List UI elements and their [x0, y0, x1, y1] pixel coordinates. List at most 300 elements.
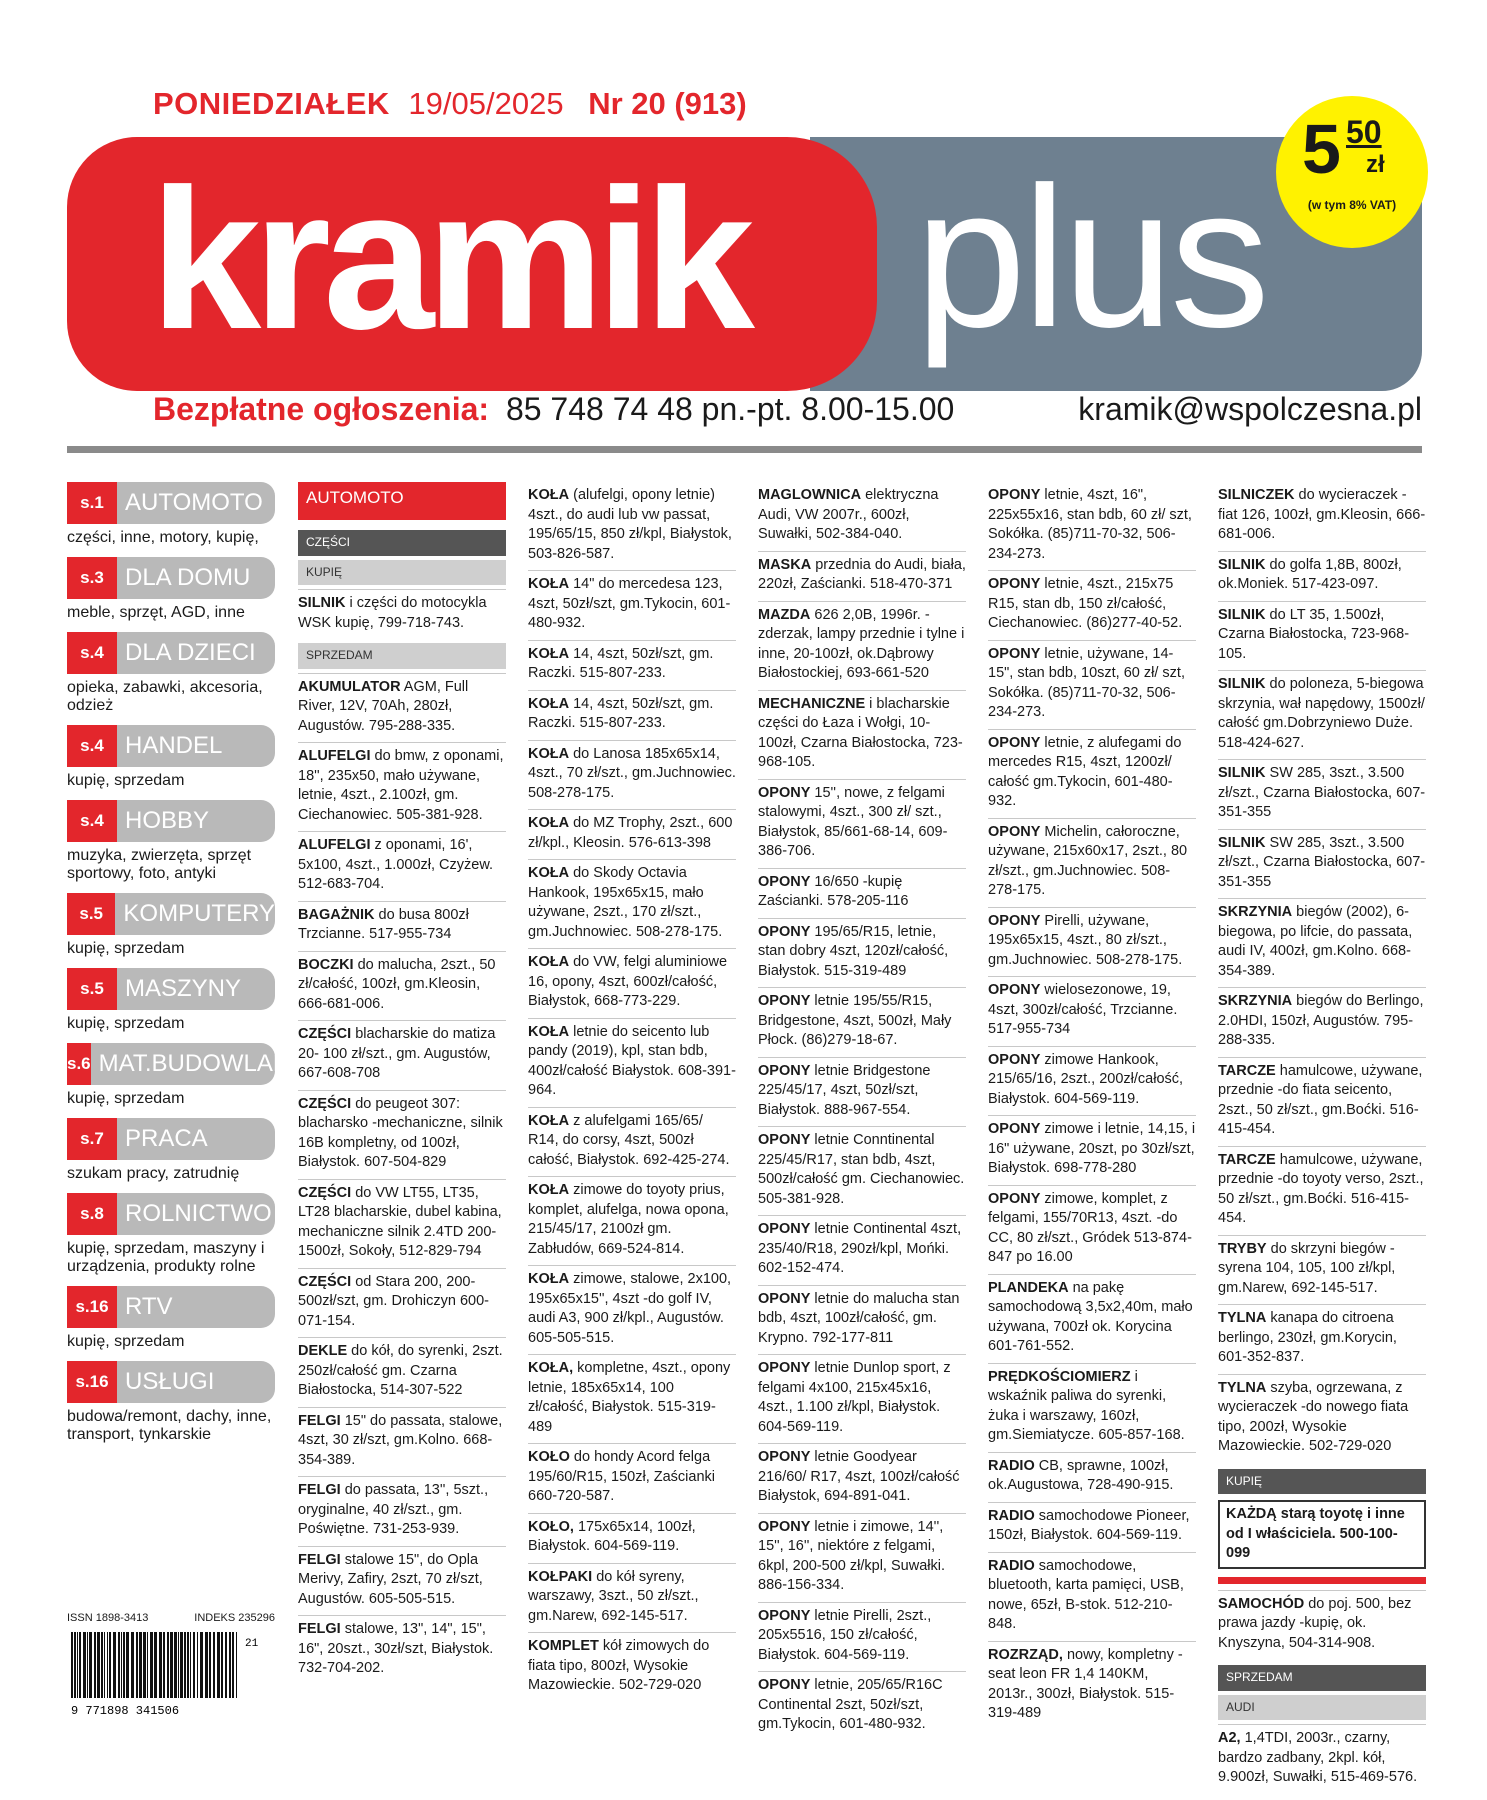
section-entry[interactable] [67, 1286, 275, 1351]
ad-text: hamulcowe, używane, przednie -do toyoty verso, 2szt., 50 zł/szt., gm.Boćki. 516-415-454. [1218, 1151, 1424, 1226]
barcode-bar [109, 1632, 111, 1698]
classified-ad [528, 948, 736, 1018]
price-currency: zł [1366, 151, 1385, 178]
ad-text: Pirelli, używane, 195x65x15, 4szt., 80 zł/szt., gm.Juchnowiec. 508-278-175. [988, 912, 1183, 968]
ad-text: letnie, 205/65/R16C Continental 2szt, 50zł/szt, gm.Tykocin, 601-480-932. [758, 1677, 943, 1732]
barcode-bar [77, 1632, 78, 1698]
ad-keyword: KOŁA, [528, 1360, 574, 1376]
section-name: KOMPUTERY [123, 900, 275, 927]
section-header[interactable] [67, 1193, 275, 1235]
classified-ad [1218, 1374, 1426, 1463]
ad-keyword: OPONY [758, 1062, 811, 1079]
classified-ad [528, 1354, 736, 1443]
section-page-number: s.5 [67, 968, 117, 1010]
barcode-bar [121, 1632, 122, 1698]
issue-day: PONIEDZIAŁEK [153, 86, 390, 121]
barcode-bar [159, 1632, 162, 1698]
section-header[interactable] [67, 800, 275, 842]
ad-keyword: OPONY [758, 1290, 811, 1307]
classified-ad [758, 482, 966, 551]
classified-ad [988, 1274, 1196, 1363]
ad-text: letnie, 4szt., 215x75 R15, stan db, 150 zł/całość, Ciechanowiec. (86)277-40-52. [988, 576, 1183, 631]
ad-keyword: RADIO [988, 1457, 1035, 1474]
classified-ad [528, 482, 736, 570]
ad-keyword: SILNIK [1218, 676, 1266, 692]
ad-keyword: ROZRZĄD, [988, 1646, 1063, 1663]
classified-ad [528, 1632, 736, 1702]
ad-text: letnie 195/55/R15, Bridgestone, 4szt, 500zł, Mały Płock. (86)279-18-67. [758, 993, 952, 1048]
section-name: HANDEL [125, 732, 223, 759]
section-page-number: s.6 [67, 1043, 91, 1085]
section-entry[interactable] [67, 1361, 275, 1444]
ad-keyword: OPONY [988, 982, 1041, 998]
ad-text: letnie do malucha stan bdb, 4szt, 100zł/całość, gm. Krypno. 792-177-811 [758, 1290, 960, 1346]
classified-ad [528, 1107, 736, 1177]
ad-text: letnie Conntinental 225/45/R17, stan bdb, 4szt, 500zł/całość gm. Ciechanowiec. 505-381-928. [758, 1132, 965, 1207]
ad-text: samochodowe Pioneer, 150zł, Białystok. 604-569-119. [988, 1507, 1190, 1543]
section-entry[interactable] [67, 893, 275, 958]
category-header: KUPIĘ [1218, 1469, 1426, 1495]
barcode-bar [150, 1632, 153, 1698]
classified-ad [528, 859, 736, 948]
section-entry[interactable] [67, 1043, 307, 1108]
barcode-bar [104, 1632, 105, 1698]
section-header[interactable] [67, 725, 275, 767]
section-page-number: s.7 [67, 1118, 117, 1160]
barcode-bar [217, 1632, 220, 1698]
classified-ad [528, 740, 736, 810]
section-entry[interactable] [67, 632, 275, 715]
classified-ad [1218, 829, 1426, 899]
ad-text: 16/650 -kupię Zaścianki. 578-205-116 [758, 873, 909, 909]
ad-keyword: BOCZKI [298, 956, 354, 973]
category-header: CZĘŚCI [298, 530, 506, 556]
ad-keyword: KOŁPAKI [528, 1568, 593, 1585]
ad-keyword: KOŁA [528, 815, 570, 831]
contact-line [153, 391, 954, 428]
ad-keyword: ALUFELGI [298, 748, 371, 764]
ad-keyword: OPONY [758, 993, 811, 1009]
classified-ad [1218, 1304, 1426, 1374]
barcode-bar [167, 1632, 169, 1698]
classified-ad [758, 1602, 966, 1672]
section-entry[interactable] [67, 1193, 275, 1276]
boxed-ad: KAŻDĄ starą toyotę i inne od I właściciela. 500-100-099 [1218, 1500, 1426, 1569]
ad-text: nowy, kompletny -seat leon FR 1,4 140KM, 2013r., 300zł, Białystok. 515-319-489 [988, 1646, 1183, 1721]
contact-label: Bezpłatne ogłoszenia: [153, 391, 490, 427]
ad-column-2 [528, 482, 736, 1702]
barcode-bar [174, 1632, 177, 1698]
ad-column-1 [298, 482, 506, 1685]
ad-keyword: OPONY [758, 1518, 811, 1535]
ad-text: letnie i zimowe, 14'', 15'', 16'', niektóre z felgami, 6kpl, 200-500 zł/kpl, Suwałki. 886-156-334. [758, 1518, 945, 1593]
classified-ad [298, 1337, 506, 1407]
section-header[interactable] [67, 482, 275, 524]
classified-ad [988, 1452, 1196, 1502]
ad-text: 1,4TDI, 2003r., czarny, bardzo zadbany, 2kpl. kół, 9.900zł, Suwałki, 515-469-576. [1218, 1730, 1418, 1785]
ad-keyword: FELGI [298, 1621, 341, 1637]
ad-text: do kół, do syrenki, 2szt. 250zł/całość gm. Czarna Białostocka, 514-307-522 [298, 1343, 503, 1398]
classified-ad [758, 868, 966, 918]
ad-text: do poloneza, 5-biegowa skrzynia, wał napędowy, 1500zł/ całość gm.Dobrzyniewo Duże. 518-424-627. [1218, 676, 1425, 751]
ad-text: do VW, felgi aluminiowe 16, opony, 4szt, 600zł/całość, Białystok, 668-773-229. [528, 954, 728, 1009]
ad-text: letnie Pirelli, 2szt., 205x5516, 150 zł/całość, Białystok. 604-569-119. [758, 1607, 932, 1663]
section-description: szukam pracy, zatrudnię [67, 1165, 240, 1182]
classified-ad [758, 1285, 966, 1355]
barcode-bar [178, 1632, 179, 1698]
ad-keyword: FELGI [298, 1482, 341, 1498]
classified-ad [758, 601, 966, 690]
classified-ad [988, 1185, 1196, 1274]
classified-ad [528, 640, 736, 690]
barcode-bar [200, 1632, 203, 1698]
barcode-bar [180, 1632, 183, 1698]
ad-text: zimowe, stalowe, 2x100, 195x65x15'', 4szt -do golf IV, audi A3, 900 zł/kpl., Augustów. 605-505-515. [528, 1271, 732, 1346]
ad-keyword: SILNIK [298, 595, 346, 611]
ad-keyword: CZĘŚCI [298, 1095, 352, 1112]
ad-text: do peugeot 307: blacharsko -mechaniczne, silnik 16B kompletny, od 100zł, Białystok. 607-504-829 [298, 1095, 503, 1170]
barcode-bar [193, 1632, 195, 1698]
ad-keyword: SILNIK [1218, 765, 1266, 781]
section-entry[interactable] [67, 725, 275, 790]
barcode-bar [236, 1632, 237, 1698]
section-name: HOBBY [125, 807, 210, 834]
ad-keyword: OPONY [758, 1677, 811, 1693]
ad-keyword: OPONY [758, 784, 811, 801]
classified-ad [528, 809, 736, 859]
classified-ad [528, 1513, 736, 1563]
section-header[interactable] [67, 1043, 307, 1085]
ad-keyword: OPONY [988, 645, 1041, 662]
ad-text: biegów (2002), 6-biegowa, po lifcie, do passata, audi IV, 400zł, gm.Kolno. 668-354-389. [1218, 904, 1413, 979]
classified-ad [988, 640, 1196, 729]
classified-ad [988, 907, 1196, 977]
classified-ad [528, 690, 736, 740]
barcode-bar [118, 1632, 120, 1698]
classified-ad [298, 901, 506, 951]
section-header[interactable] [67, 893, 275, 935]
classified-ad [528, 570, 736, 640]
ad-keyword: KOŁA [528, 1182, 570, 1198]
classified-ad [758, 1215, 966, 1285]
ad-keyword: KOŁA [528, 487, 570, 503]
barcode-bar [232, 1632, 234, 1698]
ad-keyword: FELGI [298, 1551, 341, 1568]
section-name: MAT.BUDOWLANE [98, 1050, 307, 1077]
classified-ad [1218, 1235, 1426, 1305]
classified-ad [298, 1615, 506, 1685]
classified-ad [988, 729, 1196, 818]
classified-ad [758, 1671, 966, 1741]
barcode-bar [163, 1632, 165, 1698]
ad-text: do golfa 1,8B, 800zł, ok.Moniek. 517-423-097. [1218, 556, 1402, 592]
ad-text: letnie, używane, 14-15", stan bdb, 10szt, 60 zł/ szt, Sokółka. (85)711-70-32, 506-234-273. [988, 645, 1185, 720]
ad-text: i blacharskie części do Łaza i Wołgi, 10-100zł, Czarna Białostocka, 723-968-105. [758, 695, 963, 770]
classified-ad [988, 1641, 1196, 1730]
section-name: AUTOMOTO [125, 489, 263, 516]
ad-text: z alufelgami 165/65/ R14, do corsy, 4szt, 500zł całość, Białystok. 692-425-274. [528, 1112, 730, 1168]
section-entry[interactable] [67, 1118, 275, 1183]
section-description: kupię, sprzedam [67, 940, 185, 957]
category-header: AUDI [1218, 1695, 1426, 1721]
ad-keyword: KOŁA [528, 954, 570, 970]
ad-keyword: OPONY [988, 1190, 1041, 1207]
section-page-number: s.4 [67, 800, 117, 842]
barcode-bar [94, 1632, 96, 1698]
section-page-number: s.5 [67, 893, 115, 935]
section-description: kupię, sprzedam [67, 1333, 185, 1350]
classified-ad [988, 1115, 1196, 1185]
issue-date: 19/05/2025 [408, 86, 564, 121]
ad-text: do Skody Octavia Hankook, 195x65x15, mało używane, 2szt., 170 zł/szt., gm.Juchnowiec. 508-278-175. [528, 865, 723, 940]
ad-keyword: KOŁA [528, 645, 570, 662]
ad-text: z oponami, 16', 5x100, 4szt., 1.000zł, Czyżew. 512-683-704. [298, 837, 494, 892]
ad-keyword: SILNICZEK [1218, 487, 1295, 503]
section-page-number: s.4 [67, 725, 117, 767]
ad-text: do skrzyni biegów -syrena 104, 105, 100 zł/kpl, gm.Narew, 692-145-517. [1218, 1240, 1396, 1296]
ad-text: zimowe Hankook, 215/65/16, 2szt., 200zł/całość, Białystok. 604-569-119. [988, 1051, 1184, 1107]
ad-text: letnie, z alufegami do mercedes R15, 4szt, 1200zł/ całość gm.Tykocin, 601-480-932. [988, 734, 1182, 809]
ad-keyword: DEKLE [298, 1343, 348, 1359]
ad-keyword: TYLNA [1218, 1379, 1267, 1396]
ad-text: 626 2,0B, 1996r. -zderzak, lampy przednie i tylne i inne, 20-100zł, ok.Dąbrowy Białostockiej, 693-661-520 [758, 606, 965, 681]
section-page-number: s.4 [67, 632, 117, 674]
header-divider [67, 446, 1422, 453]
barcode-bar [229, 1632, 231, 1698]
barcode-bar [170, 1632, 173, 1698]
section-description: kupię, sprzedam, maszyny i urządzenia, produkty rolne [67, 1240, 265, 1275]
classified-ad [1218, 898, 1426, 987]
ad-text: na pakę samochodową 3,5x2,40m, mało używana, 700zł ok. Korycina 601-761-552. [988, 1279, 1193, 1354]
classified-ad [758, 987, 966, 1057]
ad-text: do hondy Acord felga 195/60/R15, 150zł, Zaścianki 660-720-587. [528, 1449, 715, 1504]
ad-text: do wycieraczek - fiat 126, 100zł, gm.Kleosin, 666-681-006. [1218, 487, 1426, 542]
ad-keyword: KOŁA [528, 1023, 570, 1040]
section-page-number: s.8 [67, 1193, 117, 1235]
ad-keyword: SILNIK [1218, 556, 1266, 573]
ad-text: 14, 4szt, 50zł/szt, gm. Raczki. 515-807-233. [528, 645, 714, 681]
barcode-bar [190, 1632, 191, 1698]
ad-text: AGM, Full River, 12V, 70Ah, 280zł, Augustów. 795-288-335. [298, 678, 469, 734]
section-description: opieka, zabawki, akcesoria, odzież [67, 679, 263, 714]
barcode-bar [187, 1632, 189, 1698]
barcode-bar [225, 1632, 227, 1698]
barcode-bar [131, 1632, 134, 1698]
ad-text: (alufelgi, opony letnie) 4szt., do audi lub vw passat, 195/65/15, 850 zł/kpl, Białystok, 503-826-587. [528, 487, 732, 562]
section-header[interactable] [67, 1286, 275, 1328]
section-description: części, inne, motory, kupię, [67, 529, 259, 546]
barcode-bar [136, 1632, 138, 1698]
classified-ad [1218, 759, 1426, 829]
ad-text: SW 285, 3szt., 3.500 zł/szt., Czarna Białostocka, 607-351-355 [1218, 834, 1426, 890]
ad-text: SW 285, 3szt., 3.500 zł/szt., Czarna Białostocka, 607-351-355 [1218, 765, 1426, 820]
classified-ad [1218, 1724, 1426, 1794]
section-description: kupię, sprzedam [67, 1090, 185, 1107]
classified-ad [758, 1354, 966, 1443]
barcode-bar [213, 1632, 215, 1698]
ad-column-4 [988, 482, 1196, 1730]
classified-ad [988, 1363, 1196, 1452]
ad-text: do Lanosa 185x65x14, 4szt., 70 zł/szt., gm.Juchnowiec. 508-278-175. [528, 745, 736, 801]
barcode-bar [197, 1632, 198, 1698]
ad-keyword: OPONY [758, 873, 811, 890]
classified-ad [298, 831, 506, 901]
ad-text: przednia do Audi, biała, 220zł, Zaścianki. 518-470-371 [758, 556, 966, 592]
ad-column-5 [1218, 482, 1426, 1794]
barcode-bar [143, 1632, 146, 1698]
ad-keyword: OPONY [758, 1132, 811, 1148]
section-entry[interactable] [67, 482, 275, 547]
ad-text: stalowe, 13", 14", 15", 16", 20szt., 30zł/szt, Białystok. 732-704-202. [298, 1621, 494, 1676]
barcode-bar [123, 1632, 125, 1698]
ad-text: do VW LT55, LT35, LT28 blacharskie, dubel kabina, mechaniczne silnik 2.4TD 200-1500zł, Sokoły, 512-829-794 [298, 1184, 502, 1259]
ad-keyword: PRĘDKOŚCIOMIERZ [988, 1368, 1131, 1385]
classified-ad [298, 673, 506, 743]
ad-text: i części do motocykla WSK kupię, 799-718-743. [298, 595, 487, 631]
ad-keyword: RADIO [988, 1507, 1035, 1524]
issn: ISSN 1898-3413 [67, 1612, 149, 1624]
barcode-number: 9 771898 341506 [71, 1704, 180, 1718]
ad-keyword: KOŁA [528, 695, 570, 712]
ad-keyword: AKUMULATOR [298, 678, 401, 695]
section-header[interactable] [67, 632, 275, 674]
classified-ad [298, 951, 506, 1021]
classified-ad [758, 1126, 966, 1215]
ad-keyword: KOŁO, [528, 1518, 574, 1535]
barcode-bar [89, 1632, 92, 1698]
classified-ad [298, 1268, 506, 1338]
classified-ad [298, 1179, 506, 1268]
ad-text: do malucha, 2szt., 50 zł/całość, 100zł, gm.Kleosin, 666-681-006. [298, 956, 496, 1012]
ad-text: kompletne, 4szt., opony letnie, 185x65x14, 100 zł/całość, Białystok. 515-319-489 [528, 1360, 731, 1435]
classified-ad [758, 918, 966, 988]
ad-keyword: OPONY [758, 1607, 811, 1624]
section-name: MASZYNY [125, 975, 242, 1002]
ad-text: 15'', nowe, z felgami stalowymi, 4szt., 300 zł/ szt., Białystok, 85/661-68-14, 609-386-706. [758, 784, 948, 859]
barcode-bar [83, 1632, 86, 1698]
classified-ad [298, 1546, 506, 1616]
ad-text: do passata, 13'', 5szt., oryginalne, 40 zł/szt., gm. Poświętne. 731-253-939. [298, 1482, 489, 1537]
ad-keyword: SKRZYNIA [1218, 904, 1293, 920]
ad-keyword: MAZDA [758, 606, 811, 623]
ad-text: letnie, 4szt, 16", 225x55x16, stan bdb, 60 zł/ szt, Sokółka. (85)711-70-32, 506-234-273. [988, 487, 1192, 562]
barcode-bar [97, 1632, 100, 1698]
section-name: DLA DOMU [125, 564, 251, 591]
section-description: kupię, sprzedam [67, 772, 185, 789]
ad-keyword: CZĘŚCI [298, 1273, 352, 1290]
section-name: RTV [125, 1293, 173, 1320]
issn-line [67, 1612, 275, 1624]
ad-text: do MZ Trophy, 2szt., 600 zł/kpl., Kleosin. 576-613-398 [528, 815, 733, 851]
classified-ad [758, 1443, 966, 1513]
category-header: SPRZEDAM [1218, 1665, 1426, 1691]
ad-text: 15" do passata, stalowe, 4szt, 30 zł/szt, gm.Kolno. 668-354-389. [298, 1412, 503, 1468]
ad-text: 195/65/R15, letnie, stan dobry 4szt, 120zł/całość, Białystok. 515-319-489 [758, 923, 949, 979]
ad-text: biegów do Berlingo, 2.0HDI, 150zł, Augustów. 795-288-335. [1218, 993, 1424, 1048]
section-page-number: s.16 [67, 1286, 117, 1328]
ad-keyword: SILNIK [1218, 834, 1266, 851]
section-entry[interactable] [67, 800, 275, 883]
ad-keyword: SILNIK [1218, 606, 1266, 623]
ad-column-3 [758, 482, 966, 1741]
classified-ad [1218, 1590, 1426, 1660]
section-header[interactable] [67, 1118, 275, 1160]
ad-text: do bmw, z oponami, 18'', 235x50, mało używane, letnie, 4szt., 2.100zł, gm. Ciechanowiec. 505-381-928. [298, 748, 504, 823]
classified-ad [298, 589, 506, 639]
ad-text: kół zimowych do fiata tipo, 800zł, Wysokie Mazowieckie. 502-729-020 [528, 1638, 710, 1693]
ad-keyword: OPONY [758, 923, 811, 940]
classified-ad [758, 1513, 966, 1602]
section-name: PRACA [125, 1125, 208, 1152]
classified-ad [988, 818, 1196, 907]
ad-keyword: BAGAŻNIK [298, 906, 375, 923]
ad-text: elektryczna Audi, VW 2007r., 600zł, Suwałki, 502-384-040. [758, 487, 939, 542]
section-name: USŁUGI [125, 1368, 215, 1395]
ad-text: wielosezonowe, 19, 4szt, 300zł/całość, Trzcianne. 517-955-734 [988, 982, 1178, 1037]
section-entry[interactable] [67, 557, 275, 622]
section-header[interactable] [67, 1361, 275, 1403]
ad-keyword: KOMPLET [528, 1638, 599, 1654]
ad-text: letnie Goodyear 216/60/ R17, 4szt, 100zł/całość Białystok, 694-891-041. [758, 1449, 960, 1504]
section-header[interactable] [67, 968, 275, 1010]
ad-text: 175x65x14, 100zł, Białystok. 604-569-119. [528, 1518, 696, 1554]
ad-text: hamulcowe, używane, przednie -do fiata seicento, 2szt., 50 zł/szt., gm.Boćki. 516-415-454. [1218, 1062, 1423, 1137]
ad-keyword: OPONY [758, 1221, 811, 1237]
ad-keyword: OPONY [988, 912, 1041, 929]
contact-email[interactable]: kramik@wspolczesna.pl [1078, 391, 1422, 427]
section-header[interactable] [67, 557, 275, 599]
barcode-bar [74, 1632, 76, 1698]
ad-keyword: PLANDEKA [988, 1279, 1069, 1296]
ad-keyword: A2, [1218, 1730, 1241, 1746]
section-entry[interactable] [67, 968, 275, 1033]
section-description: meble, sprzęt, AGD, inne [67, 604, 245, 621]
classified-ad [988, 482, 1196, 570]
classified-ad [1218, 551, 1426, 601]
ad-keyword: FELGI [298, 1412, 341, 1429]
ad-keyword: TYLNA [1218, 1310, 1267, 1326]
ad-keyword: OPONY [758, 1449, 811, 1465]
ad-text: 14" do mercedesa 123, 4szt, 50zł/szt, gm.Tykocin, 601-480-932. [528, 576, 731, 631]
section-description: muzyka, zwierzęta, sprzęt sportowy, foto, antyki [67, 847, 252, 882]
ad-text: letnie do seicento lub pandy (2019), kpl, stan bdb, 400zł/całość Białystok. 608-391-964. [528, 1023, 736, 1098]
logo-plus: plus [915, 146, 1266, 369]
ad-keyword: OPONY [988, 1121, 1041, 1137]
classified-ad [298, 1407, 506, 1477]
ad-text: letnie Dunlop sport, z felgami 4x100, 215x45x16, 4szt., 1.100 zł/kpl, Białystok. 604-569-119. [758, 1360, 951, 1435]
ad-text: letnie Continental 4szt, 235/40/R18, 290zł/kpl, Mońki. 602-152-474. [758, 1221, 962, 1276]
ad-text: kanapa do citroena berlingo, 230zł, gm.Korycin, 601-352-837. [1218, 1310, 1397, 1365]
ad-text: CB, sprawne, 100zł, ok.Augustowa, 728-490-915. [988, 1457, 1174, 1493]
ad-keyword: CZĘŚCI [298, 1184, 352, 1201]
classified-ad [528, 1563, 736, 1633]
ad-text: letnie Bridgestone 225/45/17, 4szt, 50zł/szt, Białystok. 888-967-554. [758, 1062, 931, 1118]
classified-ad [298, 1020, 506, 1090]
ad-keyword: MAGLOWNICA [758, 487, 862, 503]
ad-keyword: OPONY [988, 576, 1041, 592]
classified-ad [1218, 1057, 1426, 1146]
section-page-number: s.3 [67, 557, 117, 599]
barcode-bar [101, 1632, 103, 1698]
classified-ad [1218, 601, 1426, 671]
barcode-addon: 21 [245, 1638, 259, 1650]
ad-text: zimowe i letnie, 14,15, i 16" używane, 20szt, po 30zł/szt, Białystok. 698-778-280 [988, 1121, 1196, 1176]
classified-ad [1218, 987, 1426, 1057]
ad-text: szyba, ogrzewana, z wycieraczek -do nowego fiata tipo, 200zł, Wysokie Mazowieckie. 502-729-020 [1218, 1379, 1409, 1454]
section-description: kupię, sprzedam [67, 1015, 185, 1032]
ad-keyword: RADIO [988, 1557, 1035, 1574]
barcode-bar [113, 1632, 116, 1698]
